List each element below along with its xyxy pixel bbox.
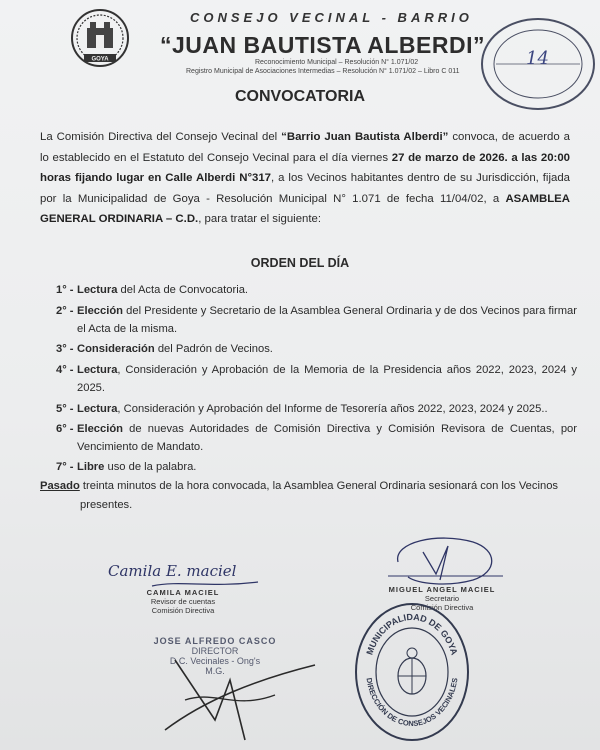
closing-lead: Pasado [40,480,80,492]
signature-scribble-director [145,640,325,745]
signature-block-left [118,588,248,615]
agenda-item [56,421,586,457]
intro-text-3: , a los Vecinos habitantes dentro de su Jurisdicción, fijada por la Municipalidad de Goya - Resolución Municipal N° 1.071 de fecha 11/04/02, a [40,172,571,205]
agenda-item-lead: Elección [77,305,124,317]
signer-body: Comisión Directiva [151,606,215,615]
signer-body: D.C. Vecinales - Ong's [169,656,261,666]
org-line: CONSEJO VECINAL - BARRIO [190,10,473,25]
agenda-item [56,362,586,398]
agenda-item-lead: Lectura [77,364,118,376]
intro-bold-neighborhood: “Barrio Juan Bautista Alberdi” [281,131,449,143]
agenda-item-lead: Lectura [77,284,118,296]
agenda-item-number: 2° - [56,305,74,317]
intro-bold-assembly: ASAMBLEA GENERAL ORDINARIA – C.D. [40,192,570,226]
agenda-item-number: 1° - [56,284,74,296]
signer-name: CAMILA MACIEL [146,588,220,597]
seal-bottom-text: DIRECCIÓN DE CONSEJOS VECINALES [364,677,460,729]
agenda-item-number: 6° - [56,423,74,435]
signer-role: Secretario [424,594,460,603]
agenda-item-number: 5° - [56,403,74,415]
agenda-item-lead: Consideración [77,343,155,355]
agenda-item-number: 7° - [56,461,74,473]
agenda-item [56,341,586,359]
intro-text-1: La Comisión Directiva del Consejo Vecinal del [40,131,282,143]
agenda-item-text: , Consideración y Aprobación del Informe de Tesorería años 2022, 2023, 2024 y 2025.. [117,403,548,415]
closing-text: treinta minutos de la hora convocada, la Asamblea General Ordinaria sesionará con los Vecinos [79,480,559,492]
intro-text-2: convoca, de acuerdo a lo establecido en el Estatuto del Consejo Vecinal para el día viernes [40,131,571,164]
agenda-item-text: de nuevas Autoridades de Comisión Directiva y Comisión Revisora de Cuentas, por Vencimiento de Mandato. [77,423,577,453]
stamp-handwritten-number: 14 [526,48,549,69]
agenda-item [56,401,586,419]
handwritten-signature-camila: Camila E. maciel [108,562,237,580]
agenda-item-text: , Consideración y Aprobación de la Memoria de la Presidencia años 2022, 2023, 2024 y 2025. [77,364,577,394]
signer-name: JOSE ALFREDO CASCO [153,636,277,646]
logo-text: GOYA [91,56,109,63]
municipal-seal [352,600,472,745]
signer-org: M.G. [205,666,225,676]
signer-role: Revisor de cuentas [150,597,216,606]
agenda-item-lead: Lectura [77,403,118,415]
agenda-item-text: uso de la palabra. [104,461,197,473]
agenda-item-text: del Padrón de Vecinos. [154,343,273,355]
closing-last-word: presentes. [80,499,133,511]
organization-logo [70,8,130,70]
agenda-item [56,303,586,339]
closing-paragraph [40,477,568,515]
agenda-title: ORDEN DEL DÍA [250,256,350,270]
agenda-item [56,282,586,300]
agenda-item-text: del Acta de Convocatoria. [117,284,249,296]
agenda-item [56,459,586,477]
intro-text-4: , para tratar el siguiente: [198,213,322,226]
registry-line-2: Registro Municipal de Asociaciones Intermedias – Resolución N° 1.071/02 – Libro C 011 [186,68,460,75]
agenda-item-text: del Presidente y Secretario de la Asamblea General Ordinaria y de dos Vecinos para firmar el Acta de la misma. [77,305,577,335]
agenda-item-lead: Libre [77,461,105,473]
signer-body: Comisión Directiva [410,603,474,612]
signer-role: DIRECTOR [191,646,239,656]
seal-top-text: MUNICIPALIDAD DE GOYA [364,611,460,657]
convocation-paragraph [40,127,570,230]
agenda-item-lead: Elección [77,423,124,435]
signer-name: MIGUEL ANGEL MACIEL [388,585,496,594]
org-name: “JUAN BAUTISTA ALBERDI” [160,32,485,58]
signature-scribble-miguel [378,532,508,592]
document-title: CONVOCATORIA [234,88,366,105]
intro-bold-date: 27 de marzo de 2026. a las 20:00 horas fijando lugar en Calle Alberdi N°317 [40,151,570,185]
registry-line-1: Reconocimiento Municipal – Resolución N° 1.071/02 [255,59,419,66]
agenda-item-number: 3° - [56,343,74,355]
agenda-item-number: 4° - [56,364,74,376]
